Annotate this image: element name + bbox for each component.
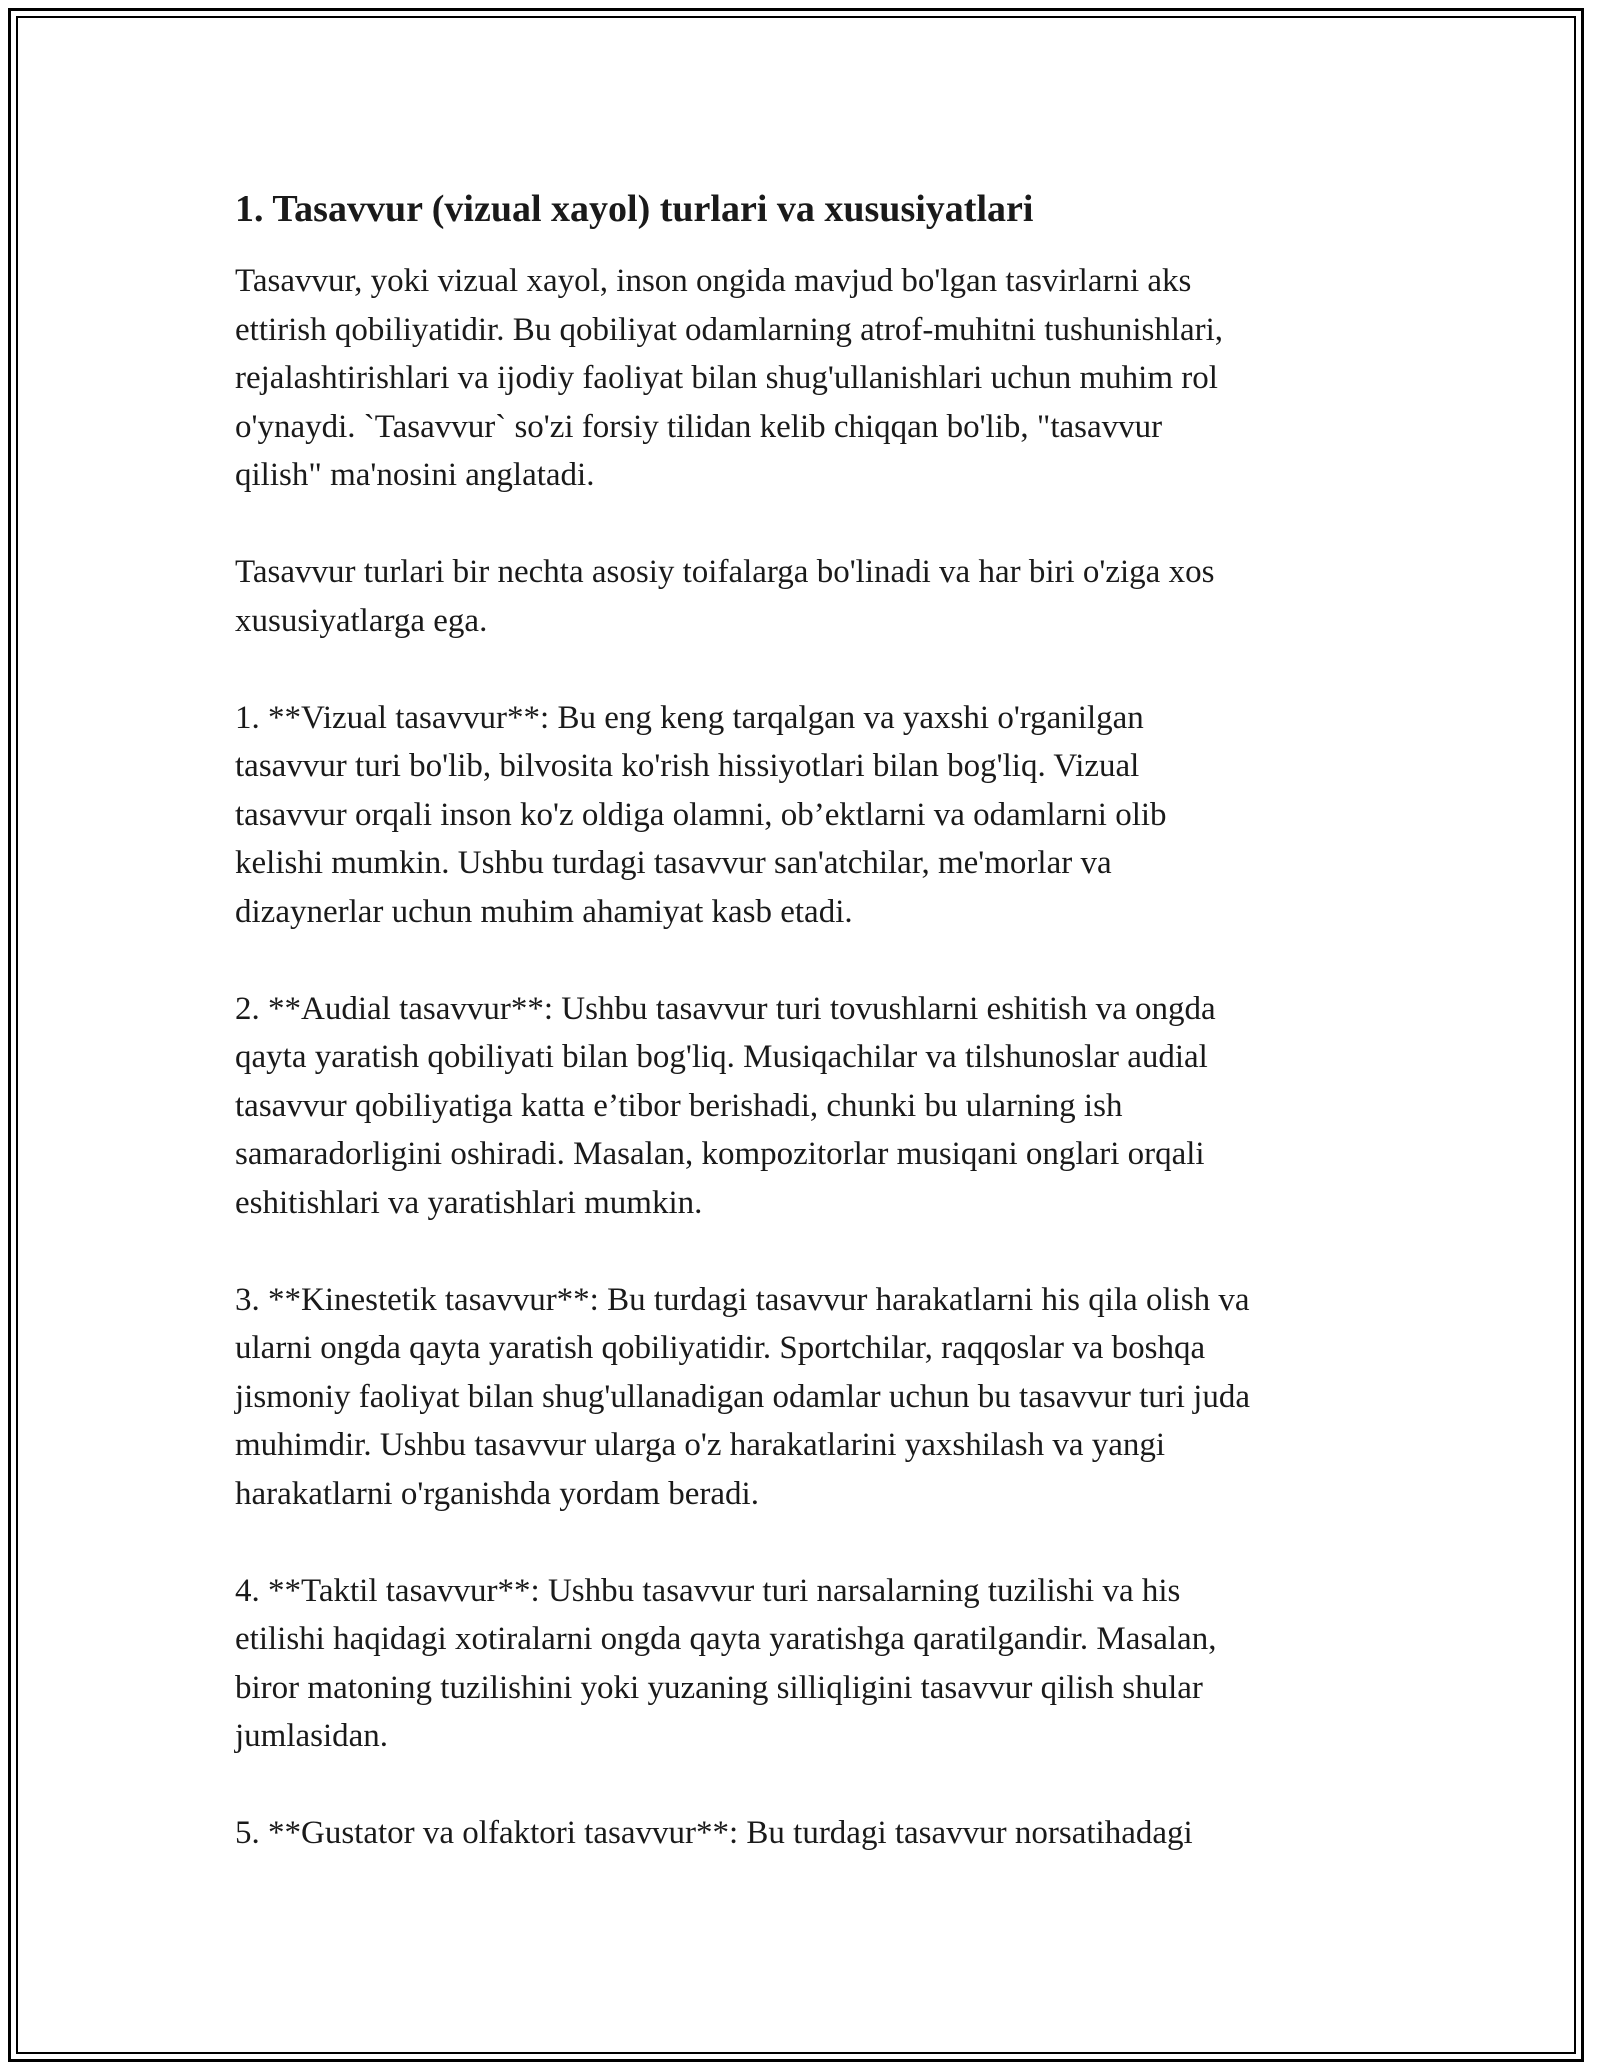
text-line: 1. **Vizual tasavvur**: Bu eng keng tarqalgan va yaxshi o'rganilgan [235, 699, 1144, 736]
text-line: biror matoning tuzilishini yoki yuzaning silliqligini tasavvur qilish shular [235, 1669, 1203, 1706]
text-line: jumlasidan. [235, 1718, 389, 1754]
text-line: qayta yaratish qobiliyati bilan bog'liq. Musiqachilar va tilshunoslar audial [235, 1039, 1208, 1075]
paragraph [235, 1809, 1385, 1858]
section-heading: 1. Tasavvur (vizual xayol) turlari va xususiyatlari [235, 188, 1034, 230]
text-line: qilish" ma'nosini anglatadi. [235, 457, 595, 493]
text-line: o'ynaydi. `Tasavvur` so'zi forsiy tilidan kelib chiqqan bo'lib, "tasavvur [235, 408, 1163, 445]
paragraph [235, 548, 1385, 645]
text-line: 2. **Audial tasavvur**: Ushbu tasavvur turi tovushlarni eshitish va ongda [235, 990, 1216, 1027]
paragraph [235, 694, 1385, 937]
text-line: tasavvur turi bo'lib, bilvosita ko'rish hissiyotlari bilan bog'liq. Vizual [235, 748, 1140, 784]
text-line: 4. **Taktil tasavvur**: Ushbu tasavvur turi narsalarning tuzilishi va his [235, 1572, 1181, 1609]
text-line: etilishi haqidagi xotiralarni ongda qayta yaratishga qaratilgandir. Masalan, [235, 1621, 1217, 1657]
document-body [235, 185, 1385, 1858]
text-line: jismoniy faoliyat bilan shug'ullanadigan odamlar uchun bu tasavvur turi juda [235, 1378, 1250, 1415]
text-line: 5. **Gustator va olfaktori tasavvur**: Bu turdagi tasavvur norsatihadagi [235, 1815, 1193, 1851]
text-line: dizaynerlar uchun muhim ahamiyat kasb etadi. [235, 893, 853, 930]
text-line: tasavvur orqali inson ko'z oldiga olamni, ob’ektlarni va odamlarni olib [235, 796, 1167, 833]
text-line: xususiyatlarga ega. [235, 602, 488, 639]
text-line: ularni ongda qayta yaratish qobiliyatidir. Sportchilar, raqqoslar va boshqa [235, 1330, 1206, 1366]
text-line: Tasavvur, yoki vizual xayol, inson ongida mavjud bo'lgan tasvirlarni aks [235, 263, 1192, 299]
text-line: samaradorligini oshiradi. Masalan, kompozitorlar musiqani onglari orqali [235, 1136, 1205, 1172]
text-line: kelishi mumkin. Ushbu turdagi tasavvur san'atchilar, me'morlar va [235, 845, 1112, 881]
text-line: muhimdir. Ushbu tasavvur ularga o'z harakatlarini yaxshilash va yangi [235, 1427, 1166, 1463]
text-line: ettirish qobiliyatidir. Bu qobiliyat odamlarning atrof-muhitni tushunishlari, [235, 311, 1224, 348]
text-line: 3. **Kinestetik tasavvur**: Bu turdagi tasavvur harakatlarni his qila olish va [235, 1281, 1250, 1318]
paragraph [235, 1567, 1385, 1761]
text-line: eshitishlari va yaratishlari mumkin. [235, 1184, 703, 1221]
paragraph [235, 1276, 1385, 1519]
text-line: tasavvur qobiliyatiga katta e’tibor berishadi, chunki bu ularning ish [235, 1087, 1123, 1124]
text-line: rejalashtirishlari va ijodiy faoliyat bilan shug'ullanishlari uchun muhim rol [235, 360, 1218, 396]
text-line: Tasavvur turlari bir nechta asosiy toifalarga bo'linadi va har biri o'ziga xos [235, 554, 1215, 590]
paragraph-list [235, 257, 1385, 1858]
paragraph [235, 257, 1385, 500]
text-line: harakatlarni o'rganishda yordam beradi. [235, 1475, 759, 1512]
paragraph [235, 985, 1385, 1228]
